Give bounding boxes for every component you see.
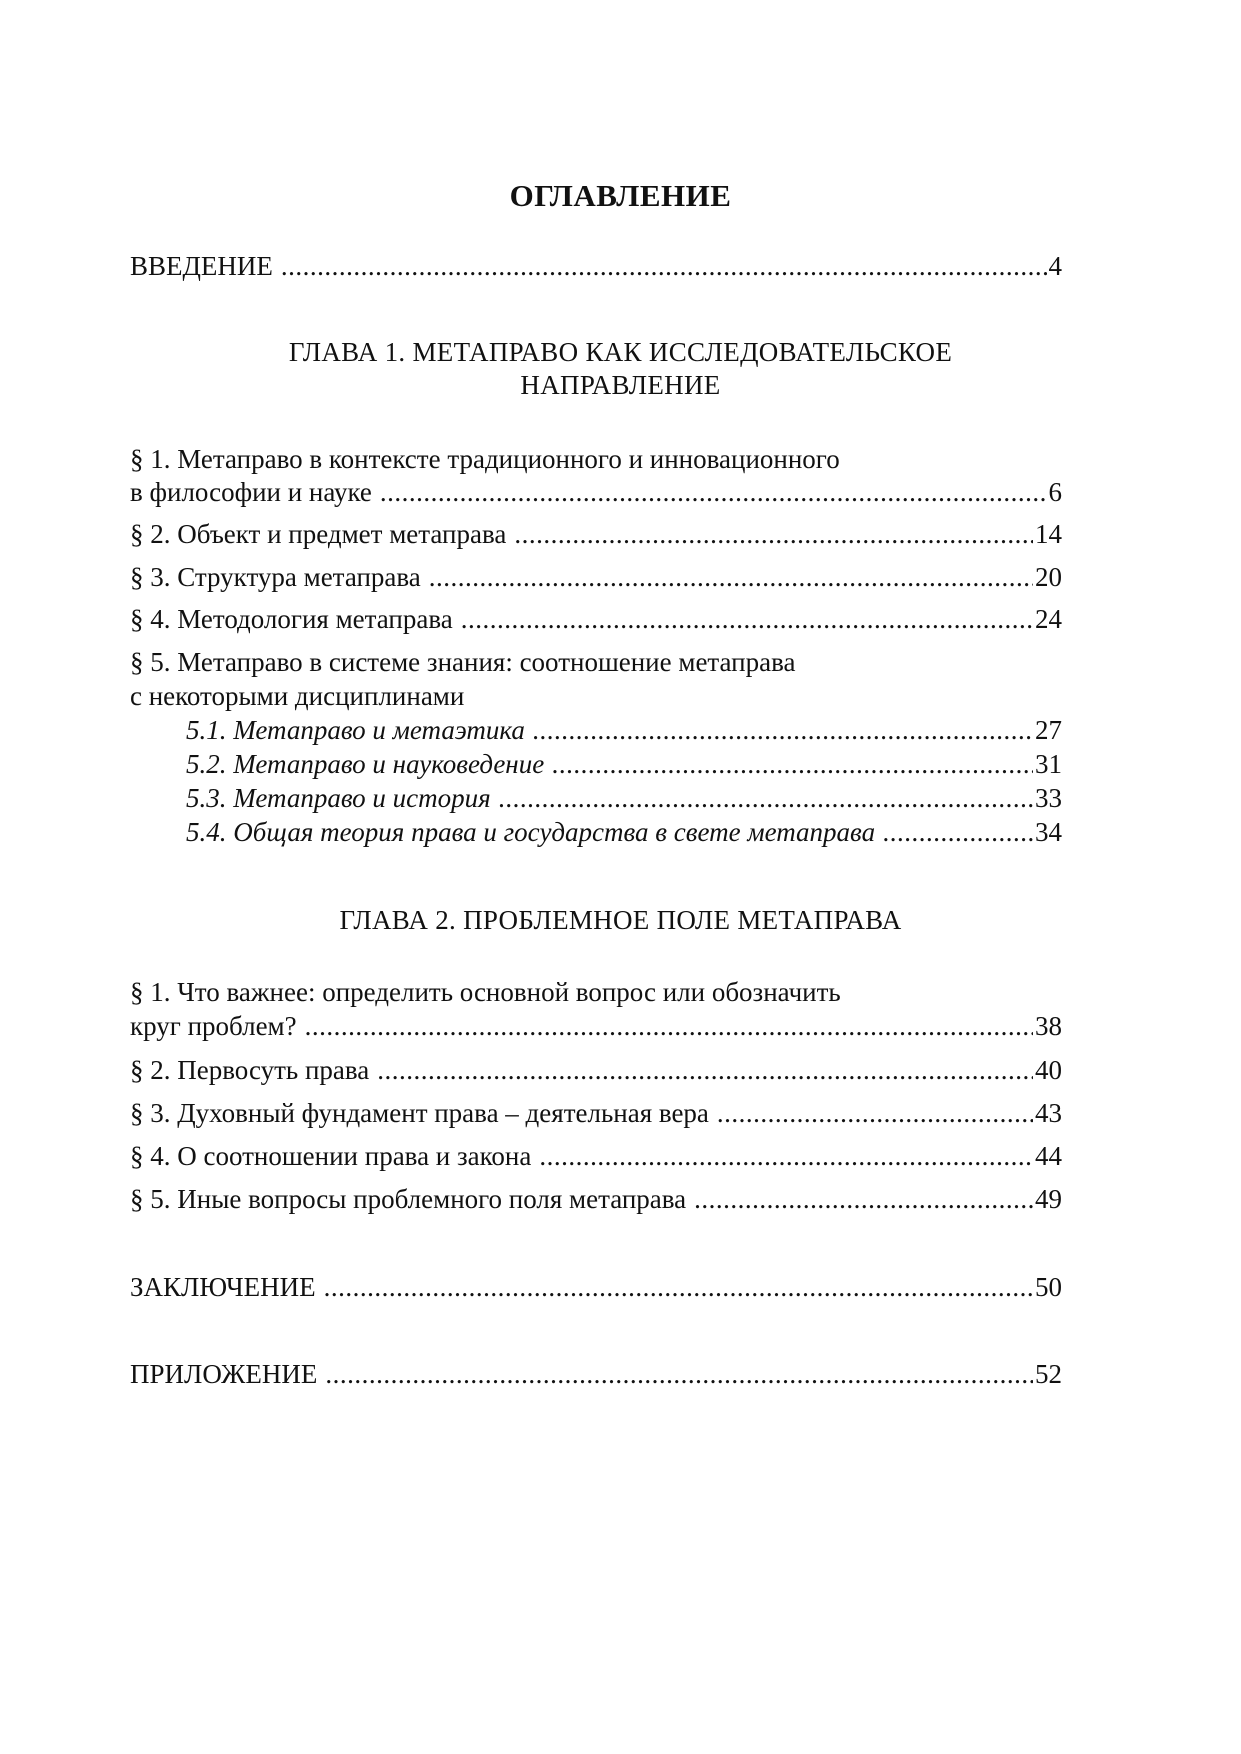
toc-entry-conclusion[interactable] (130, 1271, 1062, 1304)
toc-entry-label: 5.3. Метаправо и история (186, 783, 491, 813)
toc-entry-label: § 3. Духовный фундамент права – деятельная вера (130, 1098, 709, 1128)
toc-entry-appendix[interactable] (130, 1358, 1062, 1391)
toc-entry-ch2-s2[interactable] (130, 1054, 1062, 1087)
toc-entry-ch2-s5[interactable] (130, 1183, 1062, 1216)
toc-subentry-5-2[interactable] (186, 748, 1062, 781)
toc-entry-label: § 5. Иные вопросы проблемного поля метаправа (130, 1184, 687, 1214)
chapter-2-heading (0, 904, 1241, 937)
toc-page-number: 4 (1048, 251, 1062, 281)
toc-subentry-5-4[interactable] (186, 816, 1062, 849)
toc-page-number: 34 (1035, 817, 1062, 847)
toc-entry-label: круг проблем? (130, 1011, 297, 1041)
toc-entry-ch2-s4[interactable] (130, 1140, 1062, 1173)
toc-page-number: 49 (1035, 1184, 1062, 1214)
dot-leader (539, 1140, 1033, 1173)
toc-entry-ch2-s1[interactable] (130, 1010, 1062, 1043)
dot-leader (533, 714, 1033, 747)
toc-entry-intro[interactable] (130, 250, 1062, 283)
toc-entry-ch1-s3[interactable] (130, 561, 1062, 594)
dot-leader (461, 603, 1033, 636)
toc-entry-label: ПРИЛОЖЕНИЕ (130, 1359, 318, 1389)
dot-leader (429, 561, 1033, 594)
dot-leader (325, 1358, 1033, 1391)
dot-leader (281, 250, 1047, 283)
toc-entry-ch1-s5-line2[interactable]: с некоторыми дисциплинами (130, 681, 465, 711)
toc-page-number: 38 (1035, 1011, 1062, 1041)
dot-leader (324, 1271, 1033, 1304)
toc-page-number: 44 (1035, 1141, 1062, 1171)
toc-subentry-5-3[interactable] (186, 782, 1062, 815)
toc-entry-label: § 2. Первосуть права (130, 1055, 370, 1085)
toc-entry-label: ВВЕДЕНИЕ (130, 251, 273, 281)
toc-entry-ch1-s5-line1[interactable]: § 5. Метаправо в системе знания: соотношение метаправа (130, 647, 796, 677)
toc-entry-label: § 4. Методология метаправа (130, 604, 453, 634)
toc-entry-ch1-s2[interactable] (130, 518, 1062, 551)
dot-leader (377, 1054, 1033, 1087)
chapter-1-heading-line1: ГЛАВА 1. МЕТАПРАВО КАК ИССЛЕДОВАТЕЛЬСКОЕ (288, 337, 953, 367)
chapter-2-heading-line: ГЛАВА 2. ПРОБЛЕМНОЕ ПОЛЕ МЕТАПРАВА (339, 905, 902, 935)
toc-page-number: 27 (1035, 715, 1062, 745)
toc-entry-label: 5.2. Метаправо и науковедение (186, 749, 545, 779)
toc-page-number: 6 (1048, 477, 1062, 507)
chapter-1-heading (0, 336, 1241, 402)
toc-page-number: 52 (1035, 1359, 1062, 1389)
toc-entry-label: 5.4. Общая теория права и государства в свете метаправа (186, 817, 876, 847)
dot-leader (694, 1183, 1033, 1216)
toc-entry-ch1-s4[interactable] (130, 603, 1062, 636)
dot-leader (717, 1097, 1033, 1130)
toc-page-number: 50 (1035, 1272, 1062, 1302)
dot-leader (305, 1010, 1033, 1043)
toc-page-number: 43 (1035, 1098, 1062, 1128)
toc-entry-label: 5.1. Метаправо и метаэтика (186, 715, 525, 745)
page-title: ОГЛАВЛЕНИЕ (509, 178, 732, 213)
dot-leader (883, 816, 1033, 849)
toc-page-number: 20 (1035, 562, 1062, 592)
toc-page-number: 24 (1035, 604, 1062, 634)
toc-entry-ch2-s3[interactable] (130, 1097, 1062, 1130)
toc-page-number: 31 (1035, 749, 1062, 779)
chapter-1-heading-line2: НАПРАВЛЕНИЕ (520, 370, 721, 400)
toc-entry-label: в философии и науке (130, 477, 372, 507)
toc-page-number: 33 (1035, 783, 1062, 813)
toc-entry-ch2-s1-line1[interactable]: § 1. Что важнее: определить основной вопрос или обозначить (130, 977, 841, 1007)
dot-leader (499, 782, 1033, 815)
dot-leader (380, 476, 1047, 509)
toc-page-number: 14 (1035, 519, 1062, 549)
toc-entry-label: § 3. Структура метаправа (130, 562, 421, 592)
toc-entry-label: ЗАКЛЮЧЕНИЕ (130, 1272, 316, 1302)
toc-entry-label: § 4. О соотношении права и закона (130, 1141, 532, 1171)
dot-leader (514, 518, 1033, 551)
toc-entry-ch1-s1-line1[interactable]: § 1. Метаправо в контексте традиционного и инновационного (130, 444, 840, 474)
toc-entry-label: § 2. Объект и предмет метаправа (130, 519, 507, 549)
toc-page-number: 40 (1035, 1055, 1062, 1085)
dot-leader (552, 748, 1033, 781)
toc-entry-ch1-s1[interactable] (130, 476, 1062, 509)
toc-subentry-5-1[interactable] (186, 714, 1062, 747)
